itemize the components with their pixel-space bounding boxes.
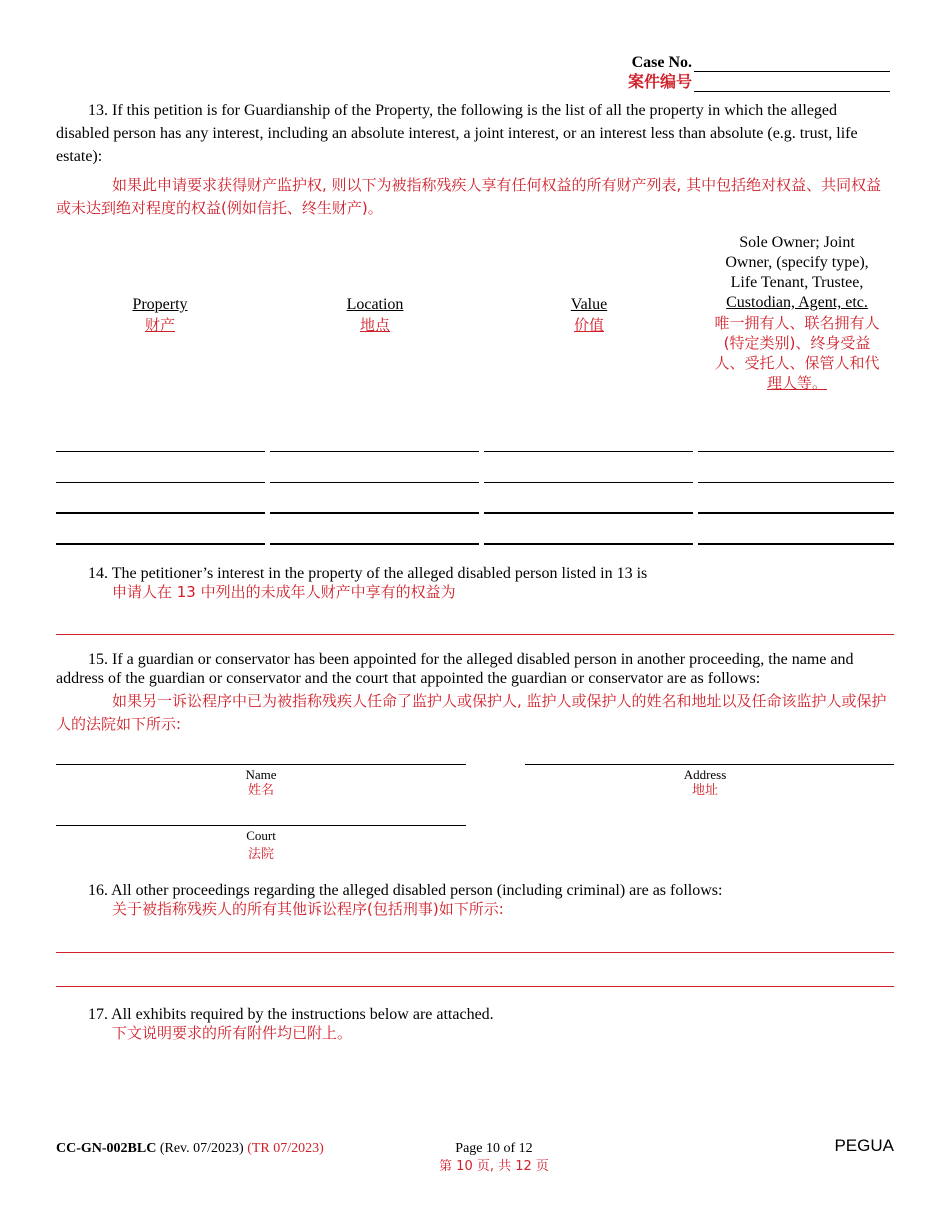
- name-field-line[interactable]: [56, 764, 466, 765]
- table-cell-line[interactable]: [270, 451, 479, 452]
- address-field-line[interactable]: [525, 764, 894, 765]
- court-label-zh: 法院: [247, 847, 274, 862]
- form-rev: (Rev. 07/2023): [159, 1141, 244, 1156]
- table-cell-line[interactable]: [698, 512, 894, 514]
- address-label: Address: [683, 767, 727, 782]
- item13-text-zh: 如果此申请要求获得财产监护权, 则以下为被指称残疾人享有任何权益的所有财产列表, 其中包括绝对权益、共同权益或未达到绝对程度的权益(例如信托、终生财产)。: [56, 176, 882, 217]
- col-property-label-zh: 财产: [144, 316, 175, 334]
- case-no-label: Case No.: [631, 54, 692, 71]
- col-location: [295, 295, 455, 335]
- footer-brand: PEGUA: [834, 1136, 894, 1155]
- col-property: [80, 295, 240, 335]
- item16-text-zh: 关于被指称残疾人的所有其他诉讼程序(包括刑事)如下所示:: [112, 900, 504, 918]
- name-label-zh: 姓名: [247, 783, 274, 798]
- col-owner-type-label: Custodian, Agent, etc.: [726, 294, 868, 311]
- col-value-label-zh: 价值: [573, 316, 604, 334]
- table-cell-line[interactable]: [484, 543, 693, 545]
- table-cell-line[interactable]: [698, 543, 894, 545]
- table-cell-line[interactable]: [698, 482, 894, 483]
- col-owner-type: [702, 233, 892, 393]
- address-label-zh: 地址: [691, 783, 718, 798]
- col-owner-type-label-zh-pre: 唯一拥有人、联名拥有人(特定类别)、终身受益人、受托人、保管人和代: [714, 314, 880, 372]
- table-cell-line[interactable]: [270, 512, 479, 514]
- case-no-field-zh-line: [694, 74, 890, 92]
- col-owner-type-label-pre: Sole Owner; Joint Owner, (specify type), Life Tenant, Trustee,: [725, 234, 869, 291]
- item14-answer-line[interactable]: [56, 634, 894, 635]
- item15-text: 15. If a guardian or conservator has been appointed for the alleged disabled person in another proceeding, the name and address of the guardian or conservator and the court that appointed the guardian or conservator are as follows:: [56, 651, 854, 687]
- item13-text: 13. If this petition is for Guardianship of the Property, the following is the list of all the property in which the alleged disabled person has any interest, including an absolute interest, a joint interest, or an interest less than absolute (e.g. trust, life estate):: [56, 102, 858, 165]
- item14-text: 14. The petitioner’s interest in the property of the alleged disabled person listed in 13 is: [88, 565, 648, 582]
- col-location-label-zh: 地点: [359, 316, 390, 334]
- col-value: [509, 295, 669, 335]
- table-cell-line[interactable]: [56, 512, 265, 514]
- item14-text-zh: 申请人在 13 中列出的未成年人财产中享有的权益为: [112, 583, 456, 601]
- item16-answer-line-2[interactable]: [56, 986, 894, 987]
- col-property-label: Property: [132, 296, 188, 313]
- col-owner-type-label-zh: 理人等。: [766, 374, 827, 392]
- table-cell-line[interactable]: [270, 543, 479, 545]
- table-cell-line[interactable]: [484, 451, 693, 452]
- case-no-field[interactable]: [694, 54, 890, 72]
- table-cell-line[interactable]: [270, 482, 479, 483]
- table-cell-line[interactable]: [56, 482, 265, 483]
- court-field-line[interactable]: [56, 825, 466, 826]
- table-cell-line[interactable]: [484, 482, 693, 483]
- case-number-block: [620, 52, 890, 92]
- court-label: Court: [246, 828, 276, 843]
- table-cell-line[interactable]: [698, 451, 894, 452]
- item15-text-zh: 如果另一诉讼程序中已为被指称残疾人任命了监护人或保护人, 监护人或保护人的姓名和地址以及任命该监护人或保护人的法院如下所示:: [56, 692, 887, 733]
- case-no-label-zh: 案件编号: [627, 74, 692, 91]
- col-location-label: Location: [346, 296, 404, 313]
- table-cell-line[interactable]: [56, 451, 265, 452]
- table-cell-line[interactable]: [56, 543, 265, 545]
- item17-text: 17. All exhibits required by the instructions below are attached.: [88, 1006, 494, 1023]
- page-number: Page 10 of 12: [455, 1141, 533, 1156]
- item16-text: 16. All other proceedings regarding the alleged disabled person (including criminal) are as follows:: [88, 882, 723, 899]
- table-cell-line[interactable]: [484, 512, 693, 514]
- footer-page: [394, 1140, 594, 1176]
- col-value-label: Value: [570, 296, 608, 313]
- form-tr: (TR 07/2023): [247, 1141, 324, 1156]
- item16-answer-line-1[interactable]: [56, 952, 894, 953]
- form-id: CC-GN-002BLC: [56, 1141, 157, 1156]
- footer-form-id: [56, 1140, 324, 1158]
- case-no-row-zh: [620, 72, 890, 92]
- name-label: Name: [245, 767, 277, 782]
- page-number-zh: 第 10 页, 共 12 页: [439, 1159, 549, 1174]
- item17-text-zh: 下文说明要求的所有附件均已附上。: [112, 1024, 353, 1042]
